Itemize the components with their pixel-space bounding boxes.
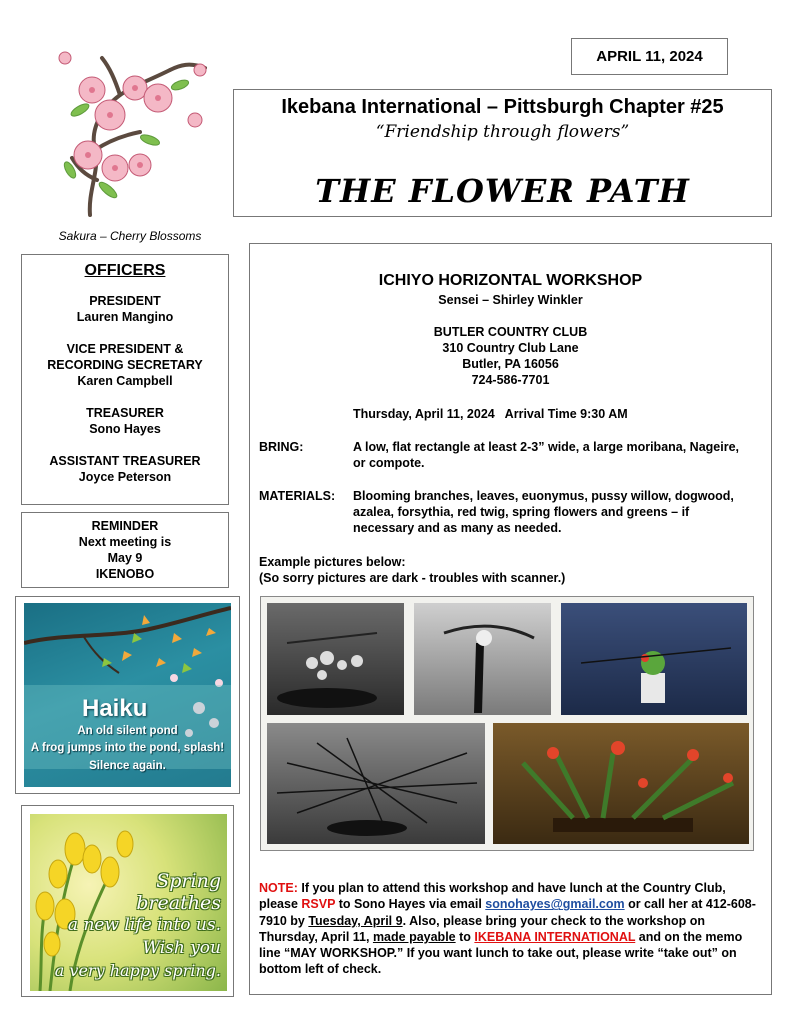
organization-name: Ikebana International – Pittsburgh Chapter #25 — [281, 96, 724, 118]
rsvp-deadline: Tuesday, April 9 — [308, 913, 403, 928]
example-note — [259, 554, 565, 586]
officers-box — [21, 254, 229, 505]
venue-block — [250, 324, 771, 388]
example-photo — [267, 723, 485, 844]
officer-role-line2: RECORDING SECRETARY — [47, 358, 203, 372]
example-photo — [267, 603, 404, 715]
officers-title: OFFICERS — [84, 262, 166, 279]
payee-name: IKEBANA INTERNATIONAL — [474, 929, 636, 944]
example-photo — [561, 603, 747, 715]
rsvp-note: NOTE: If you plan to attend this workshop and have lunch at the Country Club, please RSVP to Sono Hayes via email sonohayes@gmail.com or call her at 412-608-7910 by Tuesday, April 9. Also, please bring your check to the workshop on Thursday, April 11, made payable to IKEBANA INTERNATIONAL and on the memo line “MAY WORKSHOP.” If you want lunch to take out, please write “take out” on bottom left of check. — [259, 881, 756, 977]
spring-line: breathes — [136, 892, 221, 914]
spring-image-frame — [21, 805, 234, 997]
officer-role: VICE PRESIDENT & — [66, 342, 184, 356]
example-line: (So sorry pictures are dark - troubles with scanner.) — [259, 571, 566, 585]
newsletter-title: THE FLOWER PATH — [315, 172, 690, 210]
officer-role: TREASURER — [86, 406, 164, 420]
haiku-line: An old silent pond — [77, 725, 178, 737]
email-link[interactable]: sonohayes@gmail.com — [485, 897, 625, 912]
haiku-line: Silence again. — [89, 760, 166, 772]
haiku-title: Haiku — [82, 695, 148, 722]
venue-name: BUTLER COUNTRY CLUB — [433, 325, 588, 339]
officer-name: Joyce Peterson — [78, 470, 172, 484]
chapter-motto: “Friendship through flowers” — [375, 122, 630, 142]
officer-role: ASSISTANT TREASURER — [49, 454, 201, 468]
bring-text: A low, flat rectangle at least 2-3” wide, a large moribana, Nageire, or compote. — [353, 440, 740, 470]
materials-text: Blooming branches, leaves, euonymus, pussy willow, dogwood, azalea, forsythia, red twig, spring flowers and greens – if necessary and as many as needed. — [353, 489, 734, 535]
issue-date: APRIL 11, 2024 — [596, 48, 703, 65]
spring-image — [30, 814, 227, 991]
reminder-title: REMINDER — [91, 519, 159, 533]
officer-vice-president — [22, 341, 228, 389]
example-photo — [493, 723, 749, 844]
payable-phrase: made payable — [372, 929, 456, 944]
haiku-line: A frog jumps into the pond, splash! — [30, 742, 225, 754]
haiku-image-frame — [15, 596, 240, 794]
workshop-sensei: Sensei – Shirley Winkler — [438, 293, 583, 307]
venue-phone: 724-586-7701 — [471, 373, 550, 387]
spring-line: Spring — [156, 870, 221, 892]
reminder-date: May 9 — [107, 551, 143, 565]
officer-name: Lauren Mangino — [76, 310, 174, 324]
rsvp-word: RSVP — [301, 897, 336, 912]
officer-role: PRESIDENT — [89, 294, 161, 308]
note-label: NOTE: — [259, 881, 298, 895]
spring-line: a new life into us. — [67, 915, 221, 935]
bring-label: BRING: — [259, 440, 304, 454]
cherry-blossom-illustration — [40, 40, 220, 228]
reminder-box — [21, 512, 229, 588]
venue-city: Butler, PA 16056 — [462, 357, 559, 371]
officer-treasurer — [22, 405, 228, 437]
haiku-image — [24, 603, 231, 787]
workshop-title: ICHIYO HORIZONTAL WORKSHOP — [378, 272, 643, 289]
sakura-caption: Sakura – Cherry Blossoms — [58, 229, 202, 243]
officer-assistant-treasurer — [22, 453, 228, 485]
officer-name: Sono Hayes — [89, 422, 161, 436]
reminder-school: IKENOBO — [95, 567, 155, 581]
venue-street: 310 Country Club Lane — [442, 341, 579, 355]
date-box — [571, 38, 728, 75]
spring-line: a very happy spring. — [54, 961, 221, 980]
workshop-box — [249, 243, 772, 995]
example-photo — [414, 603, 551, 715]
officer-name: Karen Campbell — [77, 374, 173, 388]
spring-line: Wish you — [142, 938, 221, 958]
example-line: Example pictures below: — [259, 555, 406, 569]
newsletter-header — [233, 89, 772, 217]
workshop-datetime: Thursday, April 11, 2024 Arrival Time 9:30 AM — [353, 407, 628, 421]
materials-label: MATERIALS: — [259, 489, 336, 503]
example-photos — [260, 596, 754, 851]
reminder-line: Next meeting is — [78, 535, 172, 549]
officer-president — [22, 293, 228, 325]
